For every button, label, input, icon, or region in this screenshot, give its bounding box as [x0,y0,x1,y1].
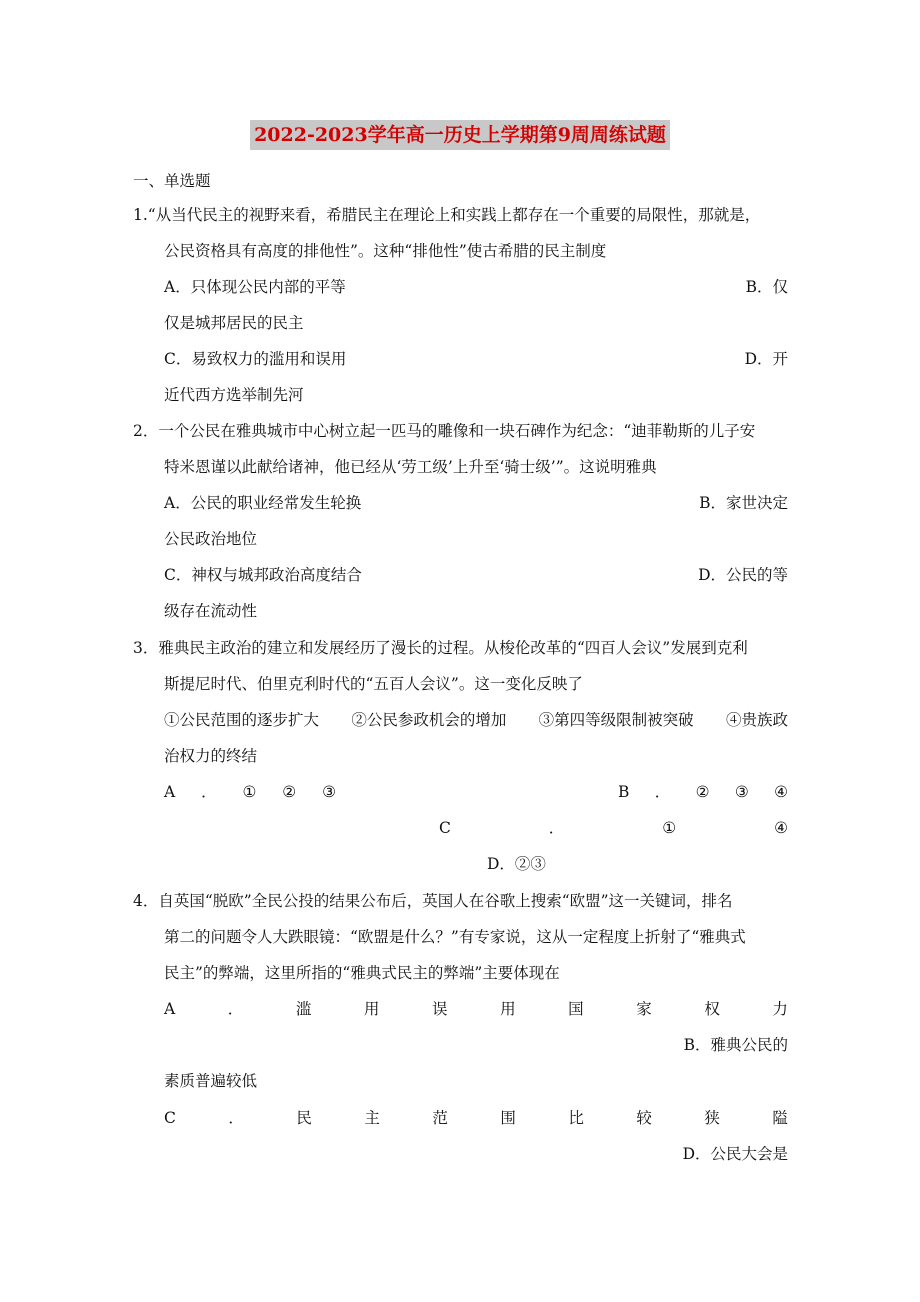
q4-option-c-token: 范 [432,1109,448,1127]
q2-stem-line1: 2．一个公民在雅典城市中心树立起一匹马的雕像和一块石碑作为纪念：“迪菲勒斯的儿子安 [133,422,756,440]
q3-stem-line1: 3．雅典民主政治的建立和发展经历了漫长的过程。从梭伦改革的“四百人会议”发展到克利 [133,639,748,657]
q3-option-c-token: ． [548,819,565,837]
q3-option-a-token: ． [201,783,217,801]
q4-option-d-head: D．公民大会是 [682,1145,788,1163]
q4-option-a-token: A [164,1000,176,1018]
q2-option-d-tail: 级存在流动性 [164,602,258,620]
q3-stem-line2: 斯提尼时代、伯里克利时代的“五百人会议”。这一变化反映了 [164,675,583,693]
q4-option-c [164,1107,788,1129]
q3-option-c-token: ④ [774,819,788,837]
q3-option-b-token: B [618,783,630,801]
q3-statement-2: ②公民参政机会的增加 [351,711,507,729]
q3-option-a [164,781,336,803]
q3-option-b-token: ． [654,783,671,801]
section-heading: 一、单选题 [133,172,211,190]
q4-option-c-token: 隘 [772,1109,788,1127]
q1-option-d-head: D．开 [744,350,788,368]
q4-option-a-token: 滥 [295,1000,312,1018]
q4-option-a-token: 用 [500,1000,516,1018]
q2-option-c: C．神权与城邦政治高度结合 [164,566,362,584]
q3-statement-1: ①公民范围的逐步扩大 [164,711,320,729]
q4-option-a-token: 误 [432,1000,448,1018]
q3-statement-3: ③第四等级限制被突破 [538,711,694,729]
q4-option-c-token: 比 [568,1109,584,1127]
q4-option-a-token: 家 [636,1000,652,1018]
q3-option-c-token: C [439,819,451,837]
q4-option-c-token: 狭 [704,1109,720,1127]
q3-option-a-token: A [164,783,176,801]
q1-option-a: A．只体现公民内部的平等 [164,278,346,296]
q4-option-a-token: 用 [363,1000,380,1018]
q3-statement-4-tail: 治权力的终结 [164,747,258,765]
q4-option-a-token: ． [227,1000,244,1018]
q4-option-a-token: 国 [568,1000,584,1018]
q4-option-c-token: 较 [636,1109,652,1127]
q1-stem-line1: 1.“从当代民主的视野来看，希腊民主在理论上和实践上都存在一个重要的局限性，那就是， [133,206,761,224]
q3-option-b-token: ② [695,783,710,801]
q3-option-c-token: ① [662,819,677,837]
q4-stem-line2: 第二的问题令人大跌眼镜：“欧盟是什么？”有专家说，这从一定程度上折射了“雅典式 [164,928,746,946]
q1-option-b-tail: 仅是城邦居民的民主 [164,314,304,332]
q4-option-c-token: 主 [364,1109,380,1127]
document-title: 2022-2023学年高一历史上学期第9周周练试题 [250,120,670,150]
q2-option-a: A．公民的职业经常发生轮换 [164,494,362,512]
q4-option-c-token: ． [228,1109,244,1127]
q1-stem-line2: 公民资格具有高度的排他性”。这种“排他性”使古希腊的民主制度 [164,242,607,260]
q4-option-b-head: B．雅典公民的 [683,1036,788,1054]
q3-statement-4-head: ④贵族政 [725,711,788,729]
q3-option-b [618,781,788,803]
q3-option-a-token: ② [282,783,297,801]
q3-option-c [439,817,788,839]
q3-option-b-token: ③ [734,783,749,801]
q4-option-c-token: 围 [500,1109,516,1127]
q4-option-a-token: 力 [772,1000,788,1018]
q4-option-b-tail: 素质普遍较低 [164,1072,258,1090]
q3-option-a-token: ③ [322,783,336,801]
document-title-wrap [0,120,920,150]
q2-option-b-tail: 公民政治地位 [164,530,258,548]
q4-option-c-token: C [164,1109,176,1127]
q4-stem-line3: 民主”的弊端，这里所指的“雅典式民主的弊端”主要体现在 [164,964,560,982]
q4-option-a [164,998,788,1020]
q3-statements [164,709,788,731]
q3-option-b-token: ④ [774,783,788,801]
q1-option-d-tail: 近代西方选举制先河 [164,386,304,404]
q4-option-c-token: 民 [296,1109,312,1127]
q4-stem-line1: 4．自英国“脱欧”全民公投的结果公布后，英国人在谷歌上搜索“欧盟”这一关键词，排名 [133,892,733,910]
q1-option-c: C．易致权力的滥用和误用 [164,350,347,368]
q2-option-b-head: B．家世决定 [699,494,788,512]
q1-option-b-head: B．仅 [745,278,788,296]
q3-option-a-token: ① [242,783,257,801]
q2-stem-line2: 特米恩谨以此献给诸神，他已经从‘劳工级’上升至‘骑士级’”。这说明雅典 [164,458,657,476]
q4-option-a-token: 权 [704,1000,720,1018]
q2-option-d-head: D．公民的等 [698,566,788,584]
q3-option-d: D．②③ [487,855,546,873]
